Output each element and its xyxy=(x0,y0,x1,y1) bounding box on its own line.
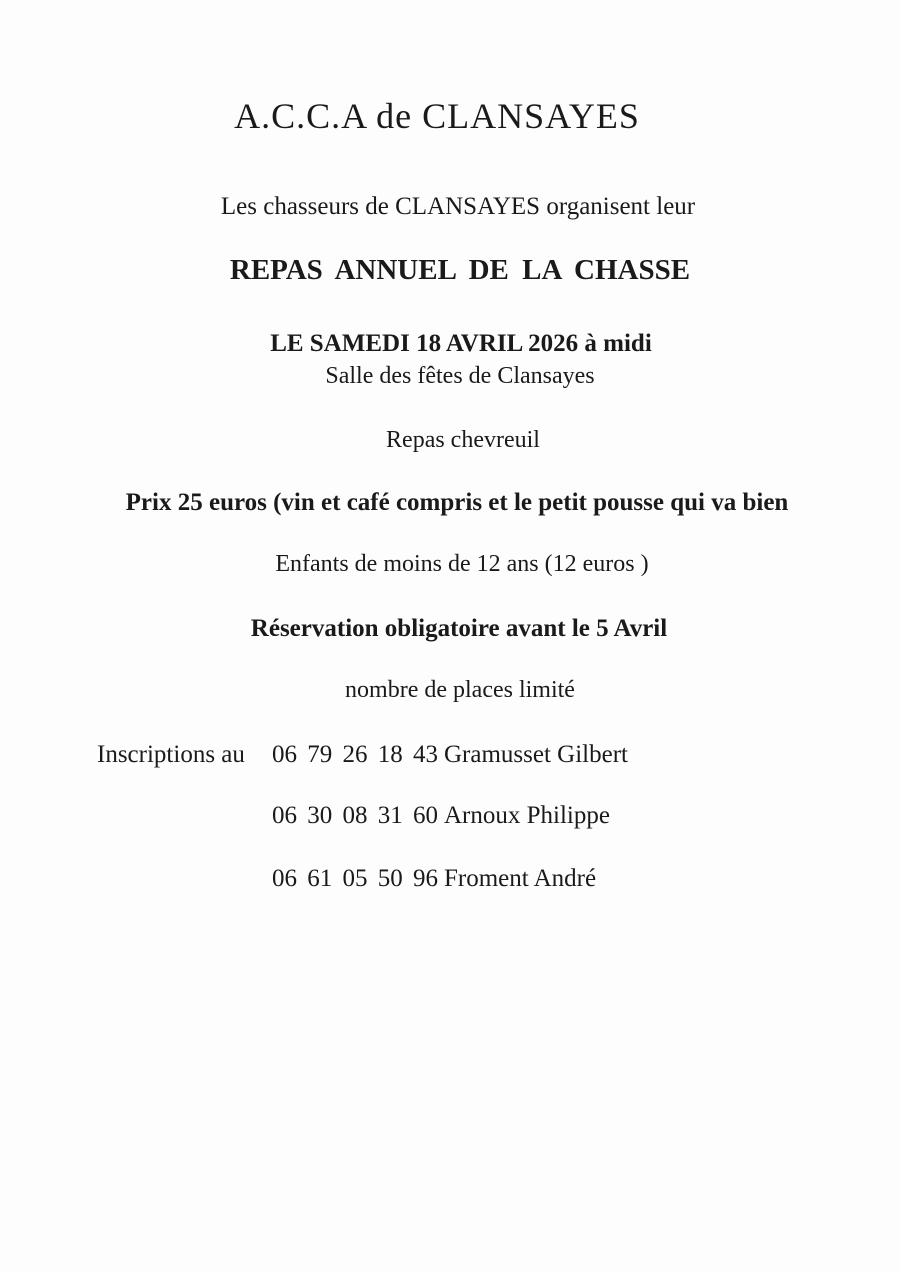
contact-phone: 06 61 05 50 96 xyxy=(272,865,438,892)
event-date: LE SAMEDI 18 AVRIL 2026 à midi xyxy=(270,330,652,357)
event-venue: Salle des fêtes de Clansayes xyxy=(325,363,595,389)
contacts-label: Inscriptions au xyxy=(97,741,245,768)
contact-name: Arnoux Philippe xyxy=(444,802,610,829)
children-price-text: Enfants de moins de 12 ans (12 euros ) xyxy=(275,551,649,577)
event-menu: Repas chevreuil xyxy=(386,427,540,453)
event-name: REPAS ANNUEL DE LA CHASSE xyxy=(229,254,691,286)
page-title: A.C.C.A de CLANSAYES xyxy=(234,96,640,136)
places-limited-note: nombre de places limité xyxy=(345,677,575,703)
contact-entry xyxy=(272,742,628,767)
reservation-deadline: Réservation obligatoire avant le 5 Avril xyxy=(250,615,668,642)
contact-name: Gramusset Gilbert xyxy=(444,741,628,768)
contact-phone: 06 30 08 31 60 xyxy=(272,802,438,829)
contact-phone: 06 79 26 18 43 xyxy=(272,741,438,768)
contact-name: Froment André xyxy=(444,865,597,892)
intro-text: Les chasseurs de CLANSAYES organisent leur xyxy=(220,193,696,220)
price-text: Prix 25 euros (vin et café compris et le petit pousse qui va bien xyxy=(125,489,789,516)
contact-entry xyxy=(272,866,596,891)
contact-entry xyxy=(272,803,610,828)
